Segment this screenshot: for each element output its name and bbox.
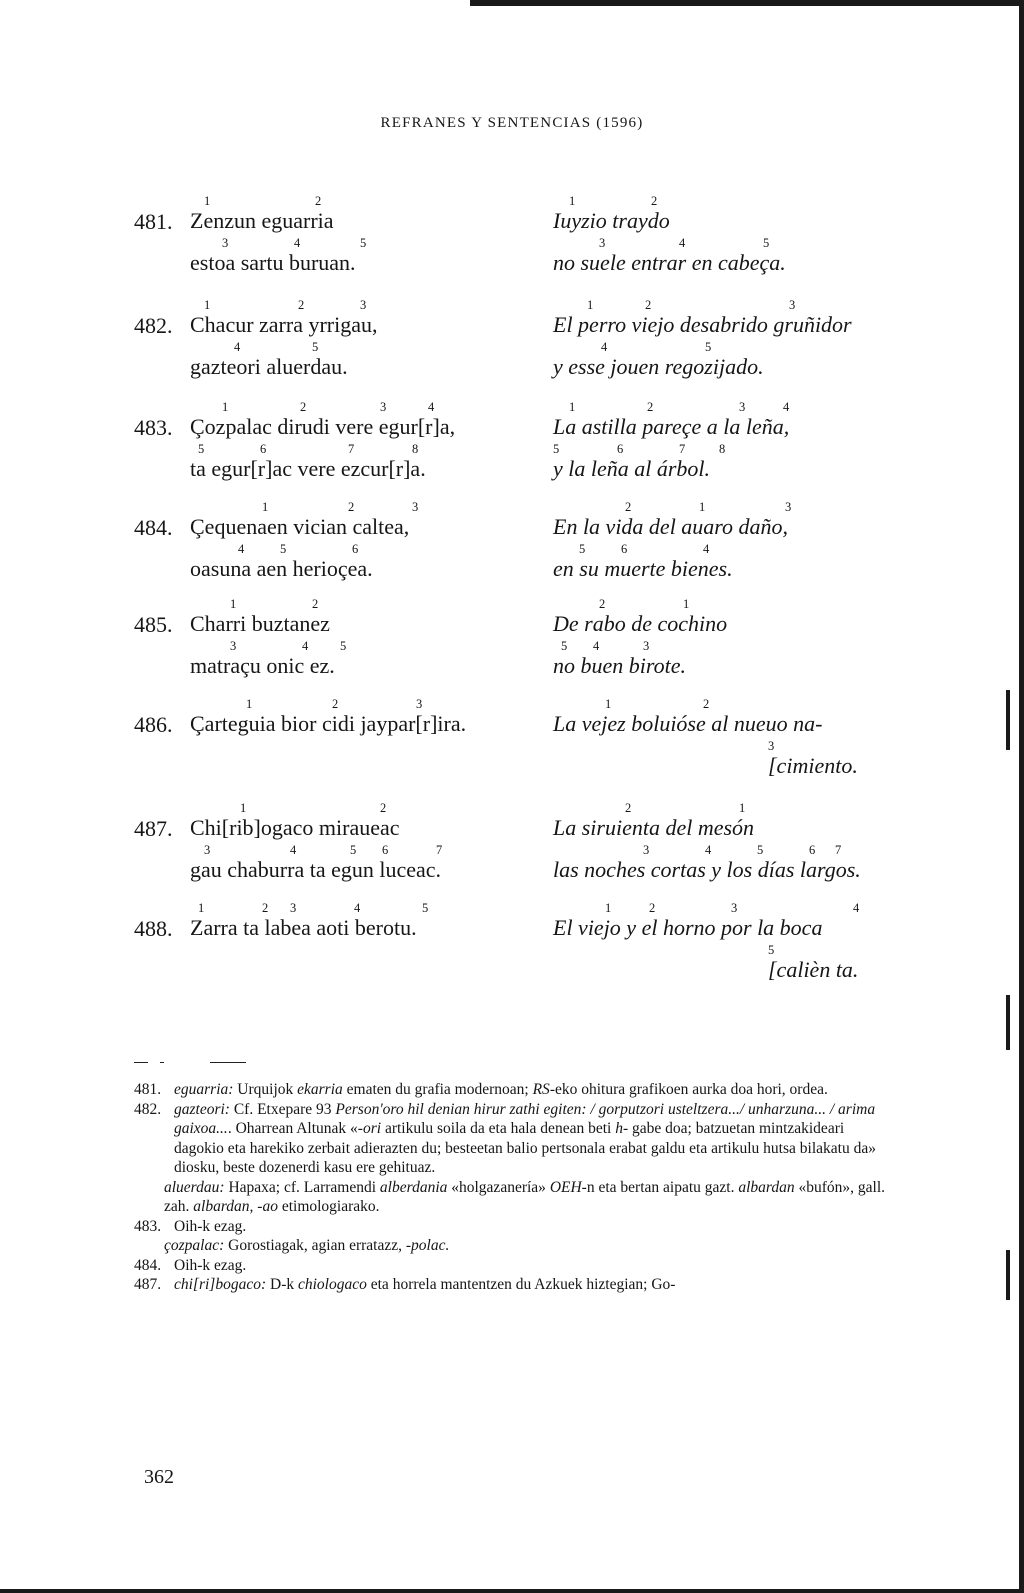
- footnote-term: ekarria: [297, 1081, 343, 1098]
- word-order-mark: 4: [679, 236, 686, 250]
- word-order-marks: [553, 297, 852, 313]
- word-order-marks: [190, 638, 347, 654]
- footnote: [134, 1275, 894, 1295]
- word-order-mark: 3: [643, 639, 650, 653]
- word-order-mark: 1: [204, 298, 211, 312]
- word-order-mark: 5: [198, 442, 205, 456]
- verse-text: y la leña al árbol.: [553, 456, 711, 481]
- word-order-mark: 4: [593, 639, 600, 653]
- word-order-mark: 2: [332, 697, 339, 711]
- footnote-text: Cf. Etxepare 93: [229, 1100, 336, 1118]
- footnote-text: Urquijok: [233, 1081, 298, 1098]
- verse-line: [190, 800, 400, 840]
- word-order-mark: 4: [238, 542, 245, 556]
- footnote-term: -polac.: [405, 1237, 450, 1254]
- verse-line: [553, 842, 861, 882]
- word-order-mark: 2: [380, 801, 387, 815]
- word-order-marks: [768, 942, 858, 958]
- footnote-text: «holgazanería»: [447, 1178, 550, 1196]
- word-order-marks: [553, 339, 764, 355]
- verse-line: [190, 235, 367, 275]
- verse-text: matraçu onic ez.: [190, 653, 335, 678]
- word-order-mark: 5: [360, 236, 367, 250]
- verse-line: [553, 399, 789, 439]
- word-order-mark: 1: [605, 697, 612, 711]
- word-order-mark: 5: [579, 542, 586, 556]
- word-order-mark: 6: [621, 542, 628, 556]
- word-order-mark: 2: [262, 901, 269, 915]
- word-order-mark: 3: [360, 298, 367, 312]
- word-order-marks: [553, 399, 789, 415]
- word-order-mark: 1: [739, 801, 746, 815]
- word-order-marks: [190, 193, 334, 209]
- word-order-marks: [190, 235, 367, 251]
- running-header: REFRANES Y SENTENCIAS (1596): [380, 115, 644, 131]
- verse-text: [calièn ta.: [768, 957, 859, 982]
- word-order-mark: 6: [382, 843, 389, 857]
- footnote-text: Gorostiagak, agian erratazz,: [224, 1237, 406, 1254]
- footnote-text: -eko ohitura grafikoen aurka doa hori, ordea.: [549, 1081, 828, 1098]
- footnote: [134, 1236, 894, 1256]
- verse-line: [553, 339, 764, 379]
- verse-line: [553, 193, 670, 233]
- word-order-mark: 3: [789, 298, 796, 312]
- footnotes: [134, 1080, 894, 1295]
- word-order-mark: 1: [262, 500, 269, 514]
- verse-text: en su muerte bienes.: [553, 556, 733, 581]
- page-number: 362: [144, 1466, 174, 1488]
- footnote-text: ematen du grafia modernoan;: [342, 1081, 533, 1098]
- footnote-rule: [210, 1062, 246, 1063]
- verse-text: Çarteguia bior cidi jaypar[r]ira.: [190, 711, 467, 736]
- verse-line: [768, 738, 858, 778]
- verse-line: [553, 297, 852, 337]
- footnote-number: 487.: [134, 1276, 162, 1293]
- footnote-term: ori: [362, 1120, 382, 1137]
- word-order-marks: [190, 842, 441, 858]
- word-order-mark: 7: [835, 843, 842, 857]
- footnote-text: gabe doa; batzuetan mintzakideari dagokio eta harekiko zerbait adierazten du; besteetan balio pertsonala erabat galdu eta artikulu hutsa bilakatu da» diosku, beste dozenerdi kasu ere gehituaz.: [174, 1120, 876, 1176]
- verse-text: Chi[rib]ogaco miraueac: [190, 815, 400, 840]
- verse-line: [190, 499, 419, 539]
- verse-text: El perro viejo desabrido gruñidor: [553, 312, 852, 337]
- proverb-number: 483.: [134, 415, 173, 440]
- word-order-mark: 5: [757, 843, 764, 857]
- word-order-marks: [190, 596, 330, 612]
- word-order-mark: 3: [416, 697, 423, 711]
- word-order-mark: 1: [699, 500, 706, 514]
- word-order-mark: 1: [222, 400, 229, 414]
- word-order-mark: 5: [553, 442, 560, 456]
- footnote-number: 481.: [134, 1081, 162, 1098]
- verse-line: [190, 596, 330, 636]
- word-order-mark: 8: [719, 442, 726, 456]
- verse-text: estoa sartu buruan.: [190, 250, 356, 275]
- word-order-marks: [190, 339, 348, 355]
- verse-text: Chacur zarra yrrigau,: [190, 312, 378, 337]
- word-order-mark: 2: [348, 500, 355, 514]
- word-order-marks: [553, 800, 754, 816]
- word-order-marks: [553, 193, 670, 209]
- footnote-term: eguarria:: [174, 1081, 234, 1098]
- verse-line: [190, 297, 378, 337]
- word-order-marks: [553, 842, 861, 858]
- word-order-mark: 1: [587, 298, 594, 312]
- footnote-text: Oih-k ezag.: [174, 1217, 247, 1235]
- verse-text: Zenzun eguarria: [190, 208, 334, 233]
- verse-line: [553, 596, 727, 636]
- footnote: [134, 1178, 894, 1217]
- verse-text: no suele entrar en cabeça.: [553, 250, 786, 275]
- word-order-mark: 3: [222, 236, 229, 250]
- verse-line: [553, 541, 733, 581]
- footnote-text: «bufón», gall. zah.: [164, 1178, 885, 1215]
- word-order-marks: [553, 499, 792, 515]
- word-order-mark: 4: [354, 901, 361, 915]
- footnote-term: çozpalac:: [164, 1237, 225, 1254]
- verse-line: [190, 900, 429, 940]
- word-order-mark: 7: [679, 442, 686, 456]
- word-order-mark: 2: [312, 597, 319, 611]
- verse-line: [553, 696, 822, 736]
- word-order-mark: 2: [625, 500, 632, 514]
- footnote-text: . Oharrean Altunak «-: [227, 1120, 363, 1137]
- footnote-number: 482.: [134, 1100, 162, 1118]
- footnote-rule: [160, 1062, 164, 1063]
- footnote-term: RS: [532, 1081, 550, 1098]
- verse-text: Charri buztanez: [190, 611, 330, 636]
- word-order-mark: 7: [348, 442, 355, 456]
- word-order-mark: 3: [785, 500, 792, 514]
- word-order-marks: [190, 541, 373, 557]
- word-order-mark: 5: [705, 340, 712, 354]
- word-order-mark: 4: [853, 901, 860, 915]
- proverb-number: 481.: [134, 209, 173, 234]
- word-order-mark: 3: [204, 843, 211, 857]
- word-order-mark: 3: [290, 901, 297, 915]
- verse-line: [190, 638, 347, 678]
- word-order-mark: 5: [340, 639, 347, 653]
- verse-text: ta egur[r]ac vere ezcur[r]a.: [190, 456, 426, 481]
- verse-line: [190, 339, 348, 379]
- footnote-term: h-: [615, 1120, 629, 1137]
- word-order-marks: [190, 499, 419, 515]
- verse-line: [553, 441, 726, 481]
- verse-line: [553, 800, 754, 840]
- word-order-mark: 6: [260, 442, 267, 456]
- word-order-mark: 4: [302, 639, 309, 653]
- scan-border-right: [1019, 0, 1024, 1593]
- verse-text: gazteori aluerdau.: [190, 354, 348, 379]
- verse-text: El viejo y el horno por la boca: [553, 915, 823, 940]
- word-order-mark: 5: [280, 542, 287, 556]
- footnote: [134, 1256, 894, 1276]
- word-order-mark: 1: [683, 597, 690, 611]
- word-order-mark: 6: [617, 442, 624, 456]
- scan-border-top: [470, 0, 1024, 6]
- word-order-marks: [553, 441, 726, 457]
- footnote-term: OEH: [549, 1178, 582, 1196]
- scan-mark: [1006, 1250, 1010, 1300]
- word-order-marks: [190, 800, 400, 816]
- word-order-mark: 4: [783, 400, 790, 414]
- proverb-number: 488.: [134, 916, 173, 941]
- word-order-mark: 6: [809, 843, 816, 857]
- verse-text: gau chaburra ta egun luceac.: [190, 857, 442, 882]
- word-order-mark: 3: [731, 901, 738, 915]
- verse-text: La astilla pareçe a la leña,: [553, 414, 790, 439]
- word-order-mark: 5: [763, 236, 770, 250]
- verse-text: [cimiento.: [768, 753, 858, 778]
- word-order-mark: 3: [230, 639, 237, 653]
- verse-line: [190, 541, 373, 581]
- proverb-number: 484.: [134, 515, 173, 540]
- footnote-rule: [134, 1062, 148, 1063]
- word-order-mark: 1: [246, 697, 253, 711]
- word-order-mark: 4: [294, 236, 301, 250]
- verse-line: [768, 942, 858, 982]
- word-order-mark: 3: [768, 739, 775, 753]
- word-order-marks: [190, 297, 378, 313]
- verse-text: De rabo de cochino: [553, 611, 728, 636]
- word-order-mark: 5: [561, 639, 568, 653]
- word-order-mark: 4: [705, 843, 712, 857]
- word-order-mark: 1: [198, 901, 205, 915]
- word-order-marks: [553, 900, 860, 916]
- verse-line: [553, 900, 860, 940]
- word-order-mark: 5: [350, 843, 357, 857]
- word-order-mark: 7: [436, 843, 443, 857]
- word-order-mark: 2: [647, 400, 654, 414]
- footnote-number: 484.: [134, 1256, 162, 1274]
- word-order-mark: 3: [380, 400, 387, 414]
- word-order-mark: 2: [298, 298, 305, 312]
- footnote: [134, 1217, 894, 1237]
- word-order-marks: [190, 441, 426, 457]
- verse-text: Çozpalac dirudi vere egur[r]a,: [190, 414, 456, 439]
- word-order-marks: [190, 399, 455, 415]
- word-order-mark: 1: [240, 801, 247, 815]
- verse-line: [553, 235, 786, 275]
- scan-border-bottom: [0, 1589, 1024, 1593]
- verse-line: [553, 499, 792, 539]
- word-order-mark: 1: [569, 194, 576, 208]
- footnote-text: eta horrela mantentzen du Azkuek hiztegian; Go-: [366, 1276, 676, 1293]
- word-order-mark: 2: [645, 298, 652, 312]
- verse-text: no buen birote.: [553, 653, 686, 678]
- footnote-term: albardan, -ao: [193, 1198, 278, 1215]
- verse-text: oasuna aen herioçea.: [190, 556, 373, 581]
- verse-text: y esse jouen regozijado.: [553, 354, 764, 379]
- footnote-term: chi[ri]bogaco:: [174, 1276, 267, 1293]
- word-order-mark: 4: [428, 400, 435, 414]
- verse-text: Iuyzio traydo: [553, 208, 670, 233]
- word-order-mark: 2: [300, 400, 307, 414]
- proverb-number: 482.: [134, 313, 173, 338]
- word-order-mark: 2: [649, 901, 656, 915]
- verse-text: La vejez boluióse al nueuo na-: [553, 711, 823, 736]
- verse-text: Zarra ta labea aoti berotu.: [190, 915, 417, 940]
- word-order-marks: [553, 696, 822, 712]
- verse-line: [190, 696, 466, 736]
- proverb-number: 486.: [134, 712, 173, 737]
- footnote: [134, 1080, 894, 1100]
- footnote-term: albardan: [738, 1178, 795, 1196]
- word-order-mark: 4: [601, 340, 608, 354]
- scan-mark: [1006, 995, 1010, 1050]
- word-order-mark: 5: [768, 943, 775, 957]
- footnote-text: Oih-k ezag.: [174, 1256, 247, 1274]
- word-order-mark: 2: [599, 597, 606, 611]
- word-order-mark: 5: [422, 901, 429, 915]
- footnote-term: Person'oro hil denian hirur zathi egiten: / gorputzori usteltzera.../ unharzuna... / arima gaixoa...: [174, 1100, 876, 1137]
- word-order-mark: 1: [230, 597, 237, 611]
- word-order-mark: 2: [703, 697, 710, 711]
- verse-line: [190, 441, 426, 481]
- footnote-text: Hapaxa; cf. Larramendi: [224, 1178, 380, 1196]
- verse-text: En la vida del auaro daño,: [553, 514, 789, 539]
- verse-text: Çequenaen vician caltea,: [190, 514, 410, 539]
- verse-line: [190, 842, 441, 882]
- word-order-mark: 1: [569, 400, 576, 414]
- word-order-mark: 2: [651, 194, 658, 208]
- word-order-mark: 3: [412, 500, 419, 514]
- word-order-mark: 1: [605, 901, 612, 915]
- verse-line: [553, 638, 686, 678]
- footnote-number: 483.: [134, 1217, 162, 1235]
- verse-text: las noches cortas y los días largos.: [553, 857, 861, 882]
- word-order-mark: 3: [739, 400, 746, 414]
- word-order-mark: 4: [290, 843, 297, 857]
- verse-line: [190, 193, 334, 233]
- proverb-number: 485.: [134, 612, 173, 637]
- word-order-mark: 2: [625, 801, 632, 815]
- footnote-term: gazteori:: [174, 1100, 230, 1118]
- footnote-term: aluerdau:: [164, 1178, 225, 1196]
- word-order-mark: 3: [643, 843, 650, 857]
- verse-text: La siruienta del mesón: [553, 815, 755, 840]
- word-order-marks: [190, 696, 466, 712]
- footnote-text: etimologiarako.: [277, 1198, 380, 1215]
- footnote-term: chiologaco: [298, 1276, 367, 1293]
- proverb-number: 487.: [134, 816, 173, 841]
- footnote-text: artikulu soila da eta hala denean beti: [381, 1120, 616, 1137]
- word-order-mark: 4: [703, 542, 710, 556]
- footnote-text: -n eta bertan aipatu gazt.: [581, 1178, 739, 1196]
- footnote-text: D-k: [266, 1276, 298, 1293]
- word-order-marks: [553, 541, 733, 557]
- word-order-mark: 1: [204, 194, 211, 208]
- word-order-marks: [553, 638, 686, 654]
- verse-line: [190, 399, 455, 439]
- word-order-mark: 3: [599, 236, 606, 250]
- word-order-marks: [553, 235, 786, 251]
- word-order-mark: 6: [352, 542, 359, 556]
- word-order-mark: 8: [412, 442, 419, 456]
- scan-mark: [1006, 690, 1010, 750]
- word-order-mark: 5: [312, 340, 319, 354]
- word-order-marks: [768, 738, 858, 754]
- word-order-mark: 2: [315, 194, 322, 208]
- footnote: [134, 1100, 894, 1178]
- word-order-mark: 4: [234, 340, 241, 354]
- footnote-term: alberdania: [379, 1178, 448, 1196]
- word-order-marks: [190, 900, 429, 916]
- word-order-marks: [553, 596, 727, 612]
